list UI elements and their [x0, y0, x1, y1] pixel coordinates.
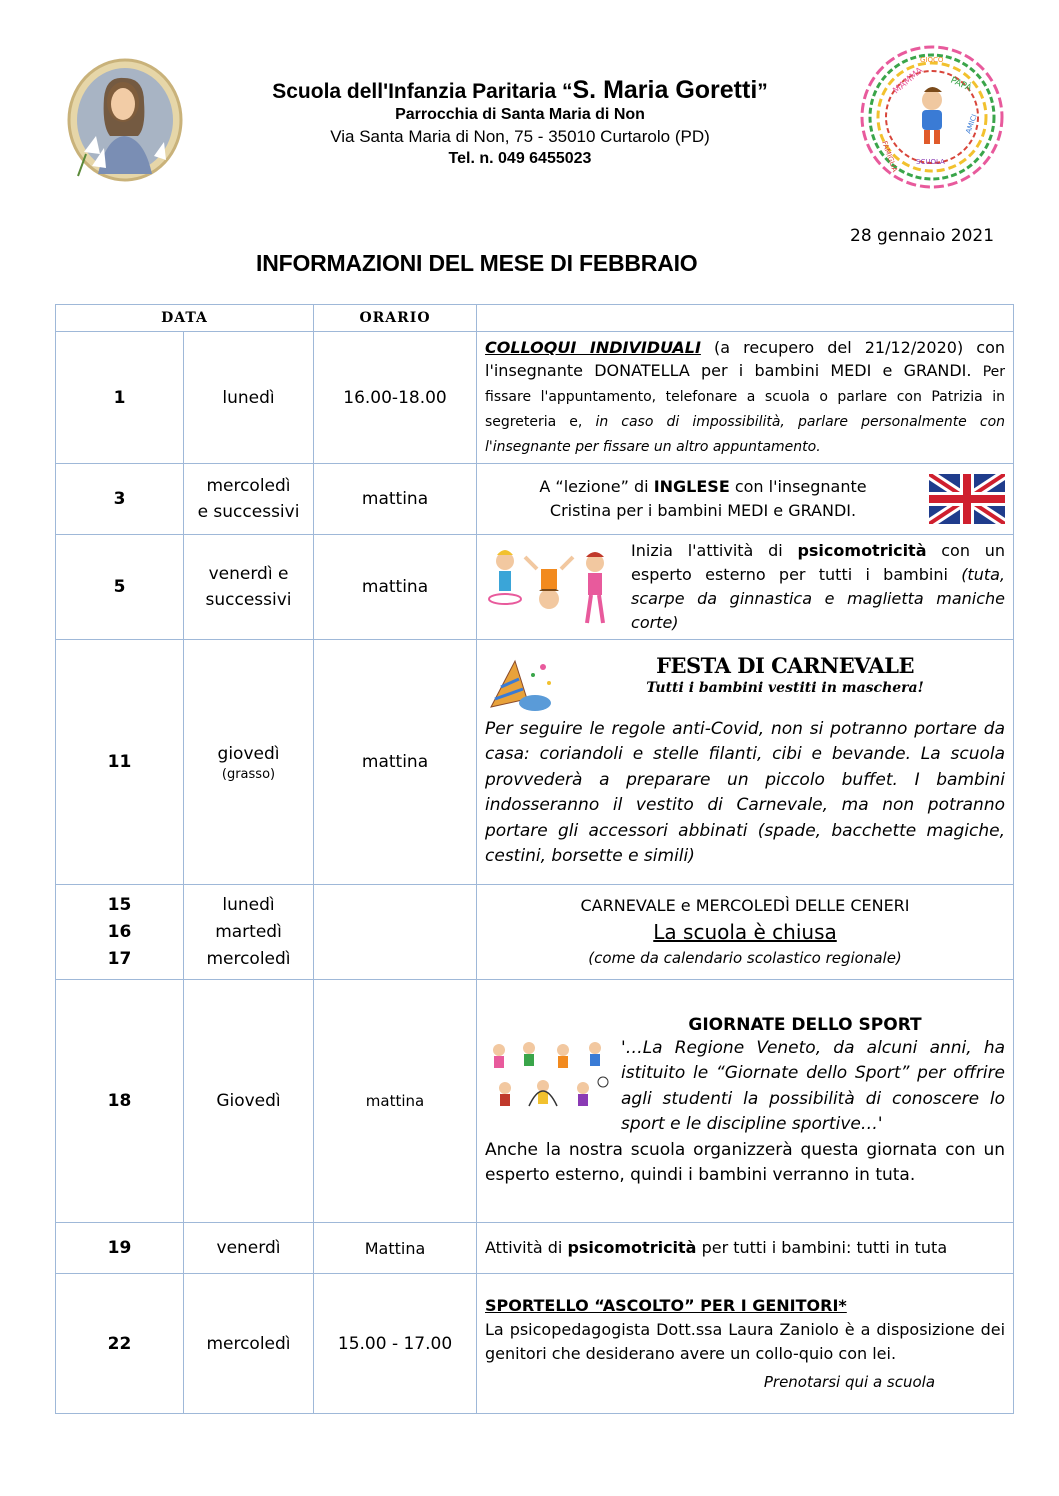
letterhead: [0, 0, 1059, 200]
row-time: 16.00-18.00: [314, 332, 477, 464]
document-title: INFORMAZIONI DEL MESE DI FEBBRAIO: [256, 250, 698, 276]
row-day-number: 1: [56, 332, 184, 464]
saint-portrait-logo: [66, 56, 184, 184]
row-day-number: 19: [56, 1223, 184, 1274]
table-row: [56, 1274, 1014, 1414]
row-info: CARNEVALE e MERCOLEDÌ DELLE CENERI La scuola è chiusa (come da calendario scolastico regionale): [477, 885, 1014, 980]
row-day-number: 18: [56, 980, 184, 1223]
sport-text: Anche la nostra scuola organizzerà questa giornata con un esperto esterno, quindi i bambini verranno in tuta.: [485, 1139, 1006, 1185]
school-phone: Tel. n. 049 6455023: [448, 150, 592, 167]
row-info: Inizia l'attività di psicomotricità con un esperto esterno per tutti i bambini (tuta, scarpe da ginnastica e maglietta maniche corte): [477, 535, 1014, 640]
row-info-title: COLLOQUI INDIVIDUALI: [485, 338, 701, 357]
row-weekday: mercoledì: [184, 1274, 314, 1414]
counseling-title: SPORTELLO “ASCOLTO” PER I GENITORI*: [485, 1295, 847, 1315]
row-time: [314, 885, 477, 980]
logo-word-famiglia: FAMIGLIA: [880, 139, 899, 174]
col-header-blank: [477, 305, 1014, 332]
sport-title: GIORNATE DELLO SPORT: [688, 1014, 922, 1035]
monthly-schedule-table: [55, 304, 1014, 1414]
row-day-number: 15 16 17: [56, 885, 184, 980]
table-header-row: [56, 305, 1014, 332]
logo-word-papa: PAPÀ: [948, 75, 973, 95]
row-weekday: venerdì: [184, 1223, 314, 1274]
row-weekday: venerdì e successivi: [184, 535, 314, 640]
document-date: 28 gennaio 2021: [850, 226, 995, 246]
school-circle-logo: [852, 42, 1012, 192]
row-time: Mattina: [314, 1223, 477, 1274]
carnival-title: FESTA DI CARNEVALE: [656, 652, 914, 678]
row-weekday: lunedì martedì mercoledì: [184, 885, 314, 980]
row-time: mattina: [314, 640, 477, 885]
parish-name: Parrocchia di Santa Maria di Non: [395, 106, 645, 123]
table-row: [56, 464, 1014, 535]
counseling-note: Prenotarsi qui a scuola: [763, 1372, 936, 1391]
row-time: mattina: [314, 980, 477, 1223]
row-weekday: lunedì: [184, 332, 314, 464]
logo-word-gioco: GIOCO: [920, 56, 944, 64]
table-row: [56, 535, 1014, 640]
table-row: [56, 980, 1014, 1223]
row-time: 15.00 - 17.00: [314, 1274, 477, 1414]
row-day-number: 5: [56, 535, 184, 640]
row-weekday: mercoledì e successivi: [184, 464, 314, 535]
row-info: A “lezione” di INGLESE con l'insegnante Cristina per i bambini MEDI e GRANDI.: [477, 464, 1014, 535]
col-header-data: DATA: [56, 305, 314, 332]
table-row: [56, 885, 1014, 980]
school-closed-text: La scuola è chiusa: [653, 920, 837, 944]
row-day-number: 3: [56, 464, 184, 535]
kids-exercising-icon: [485, 539, 623, 629]
sport-quote: '…La Regione Veneto, da alcuni anni, ha istituito le “Giornate dello Sport” per offrire agli studenti la possibilità di conoscere lo sport e le discipline sportive…': [621, 1037, 1006, 1134]
row-info: [477, 1274, 1014, 1414]
table-row: [56, 640, 1014, 885]
row-day-number: 11: [56, 640, 184, 885]
row-time: mattina: [314, 535, 477, 640]
row-info: Attività di psicomotricità per tutti i bambini: tutti in tuta: [477, 1223, 1014, 1274]
row-info: [477, 640, 1014, 885]
carnival-subtitle: Tutti i bambini vestiti in maschera!: [646, 679, 924, 696]
table-row: [56, 1223, 1014, 1274]
school-address: Via Santa Maria di Non, 75 - 35010 Curtarolo (PD): [330, 127, 710, 146]
logo-word-mamma: MAMMA: [891, 65, 926, 97]
counseling-text: La psicopedagogista Dott.ssa Laura Zaniolo è a disposizione dei genitori che desiderano avere un collo-quio con lei.: [485, 1319, 1006, 1363]
row-weekday: Giovedì: [184, 980, 314, 1223]
carnival-hat-icon: [485, 655, 557, 717]
uk-flag-icon: [929, 474, 1005, 524]
logo-word-amici: AMICI: [964, 113, 979, 135]
table-row: [56, 332, 1014, 464]
col-header-orario: ORARIO: [314, 305, 477, 332]
school-name: Scuola dell'Infanzia Paritaria “S. Maria Goretti”: [272, 76, 768, 104]
row-info: COLLOQUI INDIVIDUALI (a recupero del 21/12/2020) con l'insegnante DONATELLA per i bambini MEDI e GRANDI. Per fissare l'appuntamento, telefonare a scuola o parlare con Patrizia in segreteria e, in caso di impossibilità, parlare personalmente con l'insegnante per fissare un altro appuntamento.: [477, 332, 1014, 464]
logo-word-scuola: SCUOLA: [916, 158, 945, 166]
carnival-text: Per seguire le regole anti-Covid, non si potranno portare da casa: coriandoli e stelle filanti, cibi e bevande. La scuola provvederà a preparare un piccolo buffet. I bambini indosseranno il vestito di Carnevale, ma non potranno portare gli accessori abbinati (spade, bacchette magiche, cestini, borsette e simili): [485, 718, 1006, 866]
row-weekday: giovedì (grasso): [184, 640, 314, 885]
row-time: mattina: [314, 464, 477, 535]
row-info: [477, 980, 1014, 1223]
kids-sports-icon: [485, 1036, 613, 1116]
row-day-number: 22: [56, 1274, 184, 1414]
